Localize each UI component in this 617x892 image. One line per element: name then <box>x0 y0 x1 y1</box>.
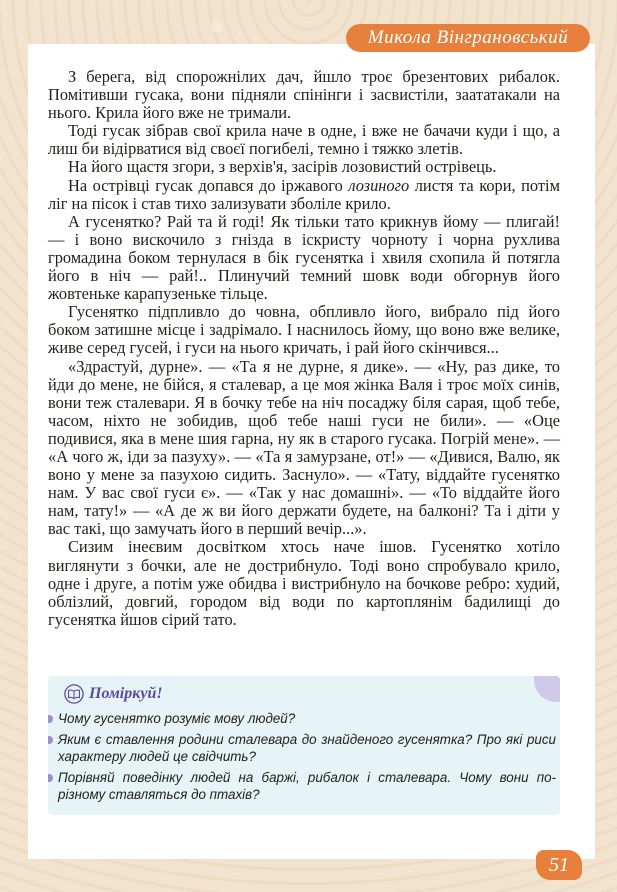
question-list <box>48 710 560 807</box>
text-span: листя та кори, потім ліг на пісок і став тихо зализувати зболіле крило. <box>48 175 560 213</box>
open-book-icon <box>63 684 85 704</box>
emphasized-word: лозиного <box>348 175 410 195</box>
question-item <box>48 769 560 804</box>
think-box <box>48 676 560 815</box>
paragraph: Гусенятко підпливло до човна, обпливло його, вибрало під його боком затишне місце і задрімало. І наснилось йому, що воно вже велике, живе серед гусей, і гуси на нього кричать, і рай його скінчився... <box>48 302 560 358</box>
paragraph: На його щастя згори, з верхів'я, засірів лозовистий острівець. <box>68 157 497 177</box>
paragraph: Сизим інеєвим досвітком хтось наче ішов. Гусенятко хотіло виглянути з бочки, але не дострибнуло. Тоді воно спробувало крило, одне і друге, а потім уже обидва і вистрибнуло на бочкове ребро: худий, облізлий, довгий, городом від води по картоплянім бадилищі до гусенятка йшов сірий тато. <box>48 537 560 629</box>
paragraph: «Здрастуй, дурне». — «Та я не дурне, я дике». — «Ну, раз дике, то йди до мене, не бійся, я сталевар, а це моя жінка Валя і троє моїх синів, вони теж сталевари. Я в бочку тебе на ніч посаджу біля сарая, щоб тебе, часом, ніхто не зобидив, щоб тебе наші гуси не били». — «Оце подивися, яка в мене шия гарна, ну як в старого гусака. Погрій мене». — «А чого ж, іди за пазуху». — «Та я замурзане, от!» — «Дивися, Валю, як воно у мене за пазухою сидить. Заснуло». — «Тату, віддайте гусенятко нам. У вас свої гуси є». — «Так у нас домашні». — «То віддайте його нам, тату!» — «А де ж ви його держати будете, на балконі? Та і діти у вас такі, що замучать його в перший вечір...». <box>48 356 560 539</box>
paragraph: З берега, від спорожнілих дач, йшло троє брезентових рибалок. Помітивши гусака, вони підняли спінінги і засвистіли, заататакали на нього. Крила його вже не тримали. <box>48 67 560 123</box>
page-number: 51 <box>536 850 582 880</box>
bullet-icon <box>48 774 53 782</box>
think-title: Поміркуй! <box>89 685 163 702</box>
think-header <box>63 684 163 704</box>
question-item <box>48 710 560 728</box>
author-header: Микола Вінграновський <box>346 24 590 52</box>
question-text: Чому гусенятко розуміє мову людей? <box>58 711 296 726</box>
paragraph <box>48 177 560 213</box>
question-item <box>48 731 560 766</box>
decorative-circle <box>534 676 560 702</box>
question-text: Порівняй поведінку людей на баржі, рибалок і сталевара. Чому вони по-різному ставляться до птахів? <box>58 769 556 803</box>
bullet-icon <box>48 715 53 723</box>
paragraph: Тоді гусак зібрав свої крила наче в одне, і вже не бачачи куди і що, а лиш би відірватися від своєї погибелі, темно і тяжко злетів. <box>48 121 560 159</box>
story-text <box>48 68 560 629</box>
bullet-icon <box>48 736 53 744</box>
text-span: На острівці гусак допався до іржавого <box>68 175 349 195</box>
question-text: Яким є ставлення родини сталевара до знайденого гусенятка? Про які риси характеру людей це свідчить? <box>58 731 556 765</box>
paragraph: А гусенятко? Рай та й годі! Як тільки тато крикнув йому — плигай! — і воно вискочило з гнізда в іскристу чорноту і чорна рухлива громадина боком тернулася в бік гусенятка і хвиля схопила й потягла його в ніч — рай!.. Плинучий темний шовк води обгорнув його жовтеньке карапузеньке тільце. <box>48 211 560 304</box>
